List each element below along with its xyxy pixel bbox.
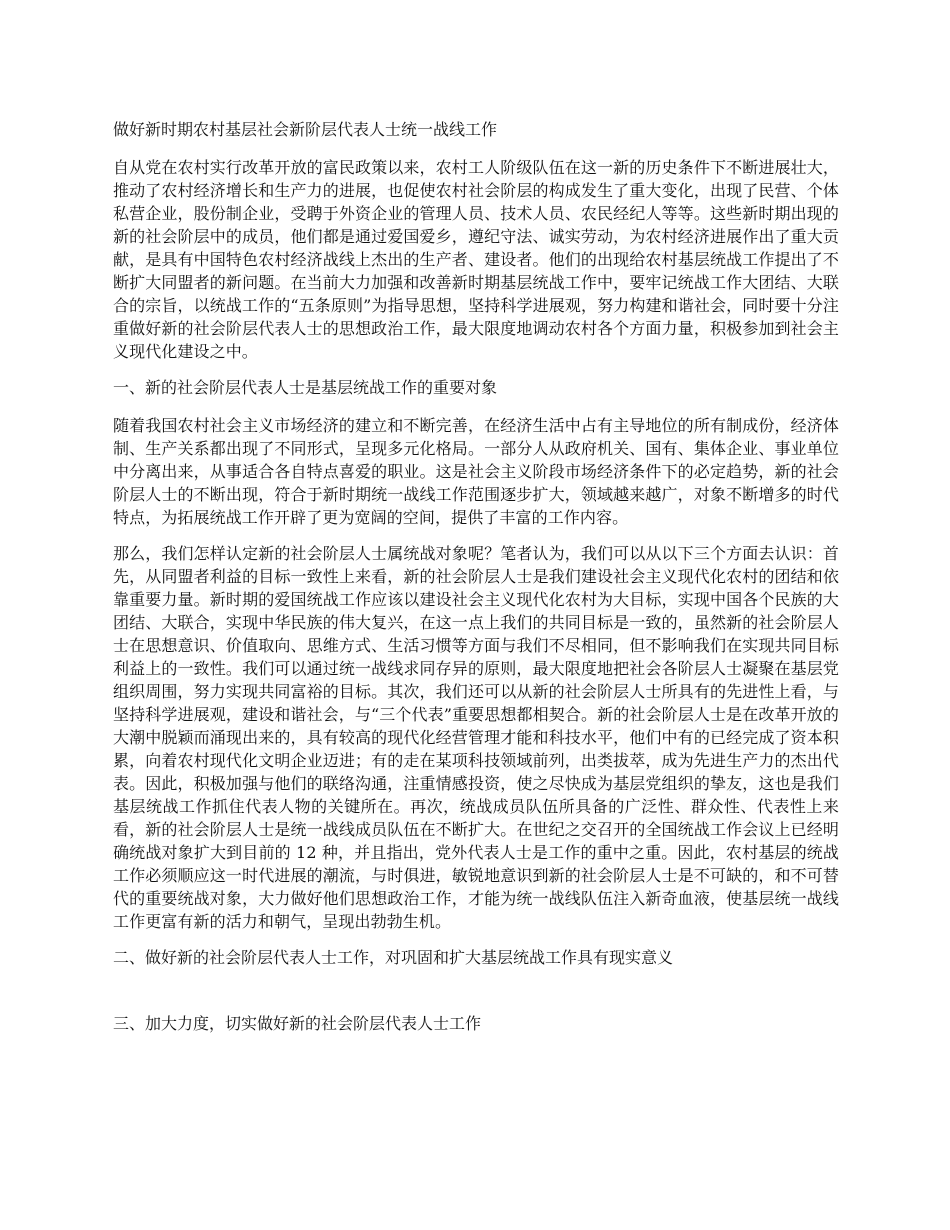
section-1-paragraph-2: 那么，我们怎样认定新的社会阶层人士属统战对象呢？笔者认为，我们可以从以下三个方面去认识：首先，从同盟者利益的目标一致性上来看，新的社会阶层人士是我们建设社会主义现代化农村的团结和依靠重要力量。新时期的爱国统战工作应该以建设社会主义现代化农村为大目标，实现中国各个民族的大团结、大联合，实现中华民族的伟大复兴，在这一点上我们的共同目标是一致的，虽然新的社会阶层人士在思想意识、价值取向、思维方式、生活习惯等方面与我们不尽相同，但不影响我们在实现共同目标利益上的一致性。我们可以通过统一战线求同存异的原则，最大限度地把社会各阶层人士凝聚在基层党组织周围，努力实现共同富裕的目标。其次，我们还可以从新的社会阶层人士所具有的先进性上看，与坚持科学进展观，建设和谐社会，与“三个代表”重要思想都相契合。新的社会阶层人士是在改革开放的大潮中脱颖而涌现出来的，具有较高的现代化经营管理才能和科技水平，他们中有的已经完成了资本积累，向着农村现代化文明企业迈进；有的走在某项科技领域前列，出类拔萃，成为先进生产力的杰出代表。因此，积极加强与他们的联络沟通，注重情感投资，使之尽快成为基层党组织的挚友，这也是我们基层统战工作抓住代表人物的关键所在。再次，统战成员队伍所具备的广泛性、群众性、代表性上来看，新的社会阶层人士是统一战线成员队伍在不断扩大。在世纪之交召开的全国统战工作会议上已经明确统战对象扩大到目前的 12 种，并且指出，党外代表人士是工作的重中之重。因此，农村基层的统战工作必须顺应这一时代进展的潮流，与时俱进，敏锐地意识到新的社会阶层人士是不可缺的，和不可替代的重要统战对象，大力做好他们思想政治工作，才能为统一战线队伍注入新奇血液，使基层统一战线工作更富有新的活力和朝气，呈现出勃勃生机。 [113, 544, 839, 931]
document-title: 做好新时期农村基层社会新阶层代表人士统一战线工作 [113, 120, 498, 139]
section-1-paragraph-1: 随着我国农村社会主义市场经济的建立和不断完善，在经济生活中占有主导地位的所有制成份，经济体制、生产关系都出现了不同形式，呈现多元化格局。一部分人从政府机关、国有、集体企业、事业单位中分离出来，从事适合各自特点喜爱的职业。这是社会主义阶段市场经济条件下的必定趋势，新的社会阶层人士的不断出现，符合于新时期统一战线工作范围逐步扩大，领域越来越广，对象不断增多的时代特点，为拓展统战工作开辟了更为宽阔的空间，提供了丰富的工作内容。 [113, 416, 839, 527]
document-page [113, 118, 839, 1050]
section-2-heading: 二、做好新的社会阶层代表人士工作，对巩固和扩大基层统战工作具有现实意义 [113, 948, 674, 967]
intro-paragraph: 自从党在农村实行改革开放的富民政策以来，农村工人阶级队伍在这一新的历史条件下不断进展壮大，推动了农村经济增长和生产力的进展，也促使农村社会阶层的构成发生了重大变化，出现了民营、个体私营企业，股份制企业，受聘于外资企业的管理人员、技术人员、农民经纪人等等。这些新时期出现的新的社会阶层中的成员，他们都是通过爱国爱乡，遵纪守法、诚实劳动，为农村经济进展作出了重大贡献，是具有中国特色农村经济战线上杰出的生产者、建设者。他们的出现给农村基层统战工作提出了不断扩大同盟者的新问题。在当前大力加强和改善新时期基层统战工作中，要牢记统战工作大团结、大联合的宗旨，以统战工作的“五条原则”为指导思想，坚持科学进展观，努力构建和谐社会，同时要十分注重做好新的社会阶层代表人士的思想政治工作，最大限度地调动农村各个方面力量，积极参加到社会主义现代化建设之中。 [113, 158, 839, 361]
section-3-heading: 三、加大力度，切实做好新的社会阶层代表人士工作 [113, 1014, 482, 1033]
section-1-heading: 一、新的社会阶层代表人士是基层统战工作的重要对象 [113, 378, 498, 397]
